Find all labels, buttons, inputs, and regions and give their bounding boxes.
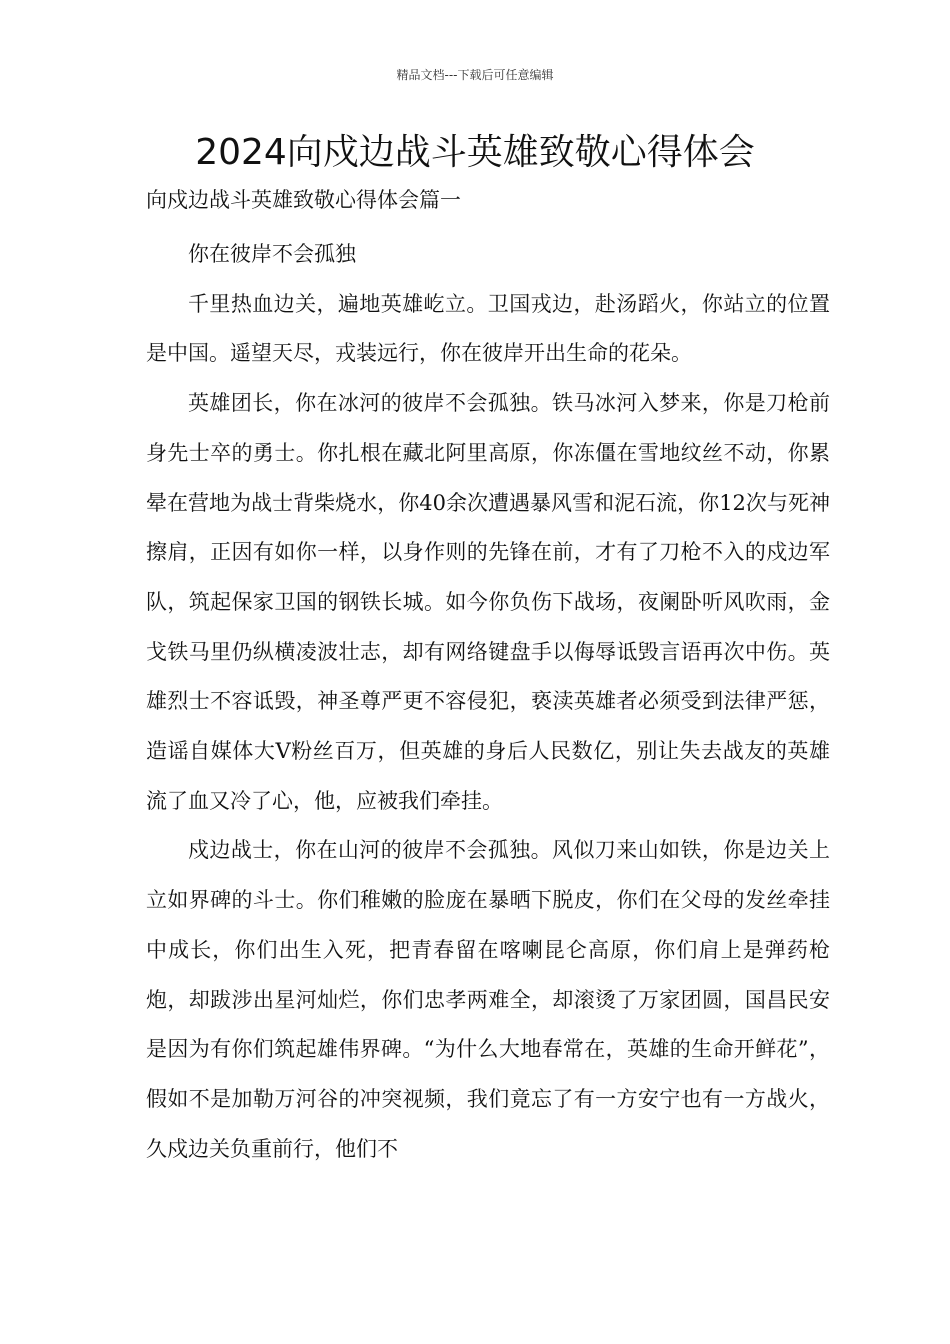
paragraph: 戍边战士，你在山河的彼岸不会孤独。风似刀来山如铁，你是边关上立如界碑的斗士。你们稚嫩的脸庞在暴晒下脱皮，你们在父母的发丝牵挂中成长，你们出生入死，把青春留在喀喇昆仑高原，你们肩上是弹药枪炮，却跋涉出星河灿烂，你们忠孝两难全，却滚烫了万家团圆，国昌民安是因为有你们筑起雄伟界碑。“为什么大地春常在，英雄的生命开鲜花”，假如不是加勒万河谷的冲突视频，我们竟忘了有一方安宁也有一方战火，久戍边关负重前行，他们不 [146,838,830,1161]
section-heading: 向戍边战斗英雄致敬心得体会篇一 [146,188,461,212]
header-note: 精品文档---下载后可任意编辑 [396,68,554,82]
document-title: 2024向戍边战斗英雄致敬心得体会 [195,132,755,173]
paragraph: 千里热血边关，遍地英雄屹立。卫国戎边，赴汤蹈火，你站立的位置是中国。遥望天尽，戎装远行，你在彼岸开出生命的花朵。 [146,291,830,366]
paragraph: 英雄团长，你在冰河的彼岸不会孤独。铁马冰河入梦来，你是刀枪前身先士卒的勇士。你扎根在藏北阿里高原，你冻僵在雪地纹丝不动，你累晕在营地为战士背柴烧水，你40余次遭遇暴风雪和泥石流，你12次与死神擦肩，正因有如你一样，以身作则的先锋在前，才有了刀枪不入的戍边军队，筑起保家卫国的钢铁长城。如今你负伤下战场，夜阑卧听风吹雨，金戈铁马里仍纵横凌波壮志，却有网络键盘手以侮辱诋毁言语再次中伤。英雄烈士不容诋毁，神圣尊严更不容侵犯，亵渎英雄者必须受到法律严惩，造谣自媒体大V粉丝百万，但英雄的身后人民数亿，别让失去战友的英雄流了血又冷了心，他，应被我们牵挂。 [146,391,830,813]
paragraph-heading: 你在彼岸不会孤独 [188,242,356,266]
article-body [146,230,830,1174]
